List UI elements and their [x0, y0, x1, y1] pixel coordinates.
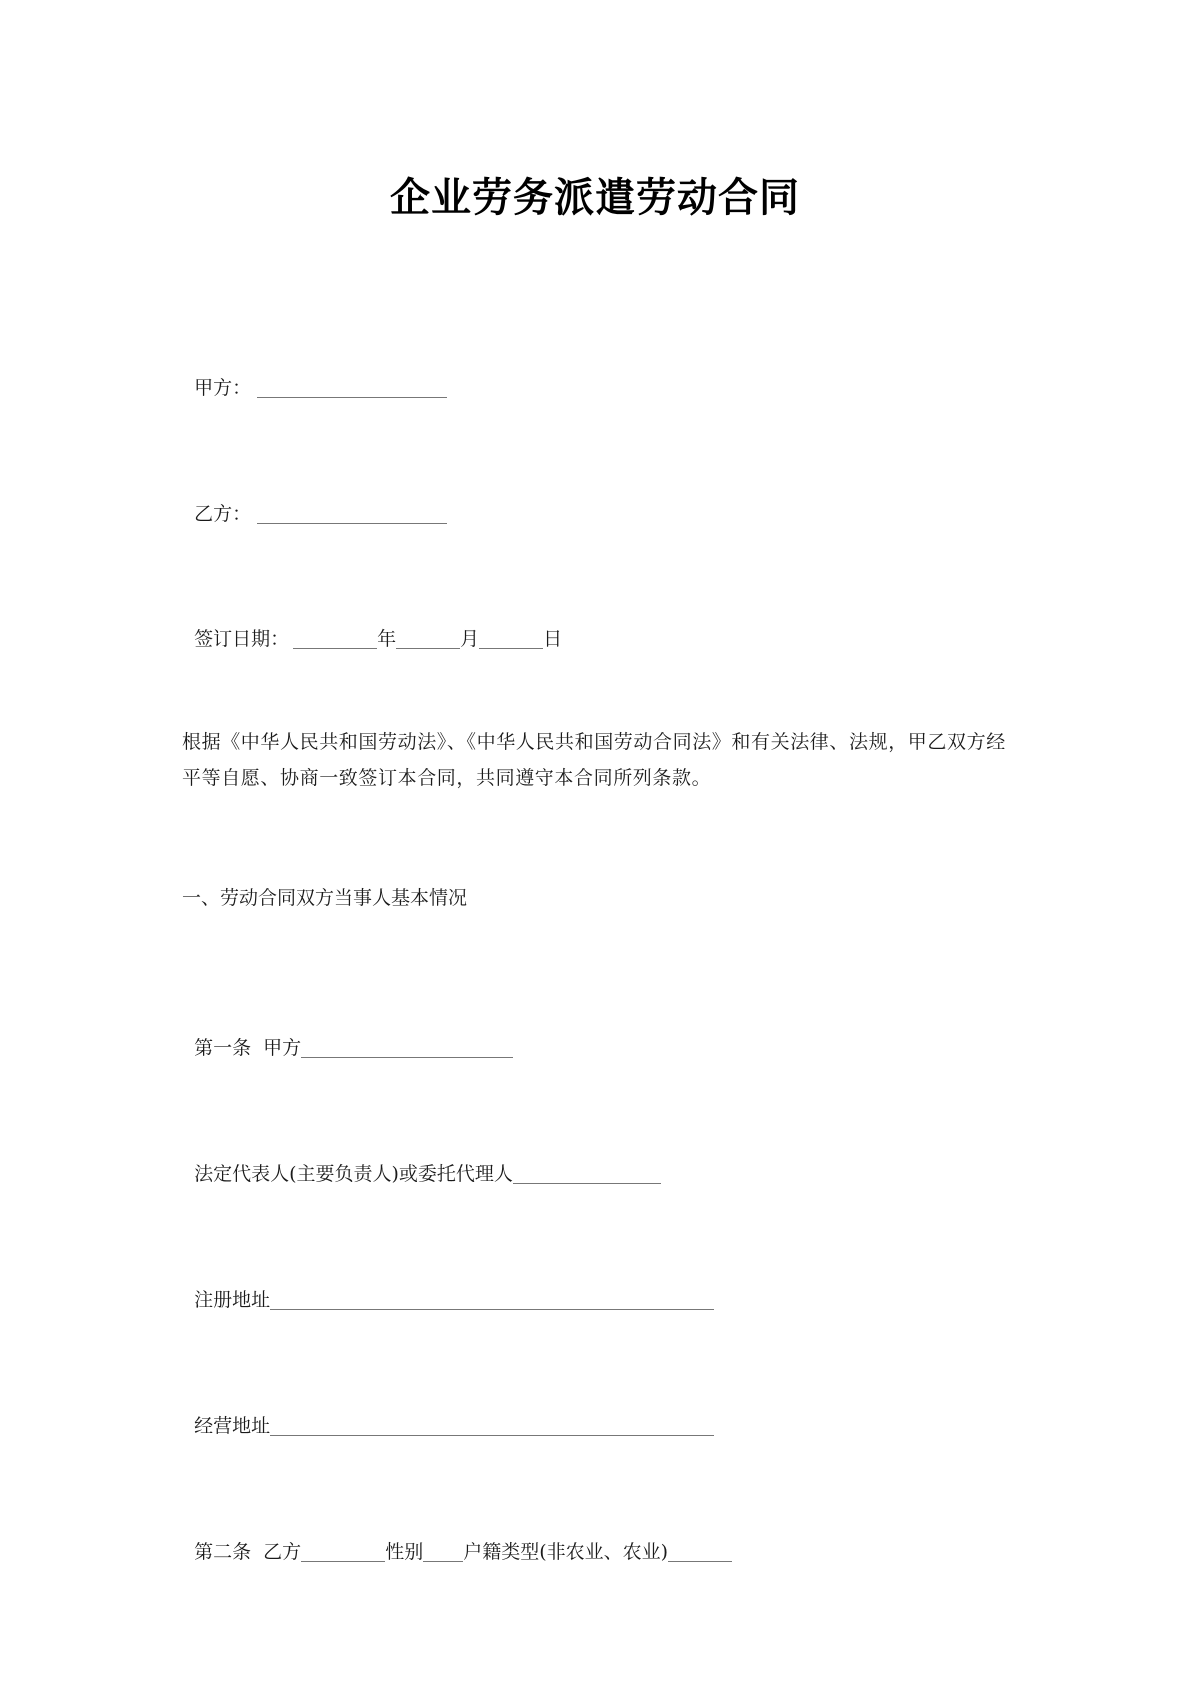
household-type-label: 户籍类型(非农业、农业) — [463, 1541, 669, 1563]
party-b-name-blank[interactable] — [301, 1541, 385, 1562]
month-label: 月 — [460, 628, 480, 650]
article-1-line — [182, 1012, 513, 1060]
article-2-label: 第二条 乙方 — [194, 1541, 302, 1563]
registered-address-line — [182, 1264, 714, 1312]
day-label: 日 — [543, 628, 563, 650]
year-label: 年 — [377, 628, 397, 650]
legal-rep-line — [182, 1138, 661, 1186]
sign-date-label: 签订日期： — [194, 628, 290, 650]
sign-month-blank[interactable] — [396, 628, 460, 649]
registered-address-blank[interactable] — [270, 1289, 714, 1310]
party-a-blank[interactable] — [257, 377, 447, 398]
gender-label: 性别 — [385, 1541, 424, 1563]
sign-year-blank[interactable] — [293, 628, 377, 649]
article-2-line — [182, 1516, 732, 1564]
legal-rep-label: 法定代表人(主要负责人)或委托代理人 — [194, 1163, 513, 1185]
party-b-line — [182, 478, 447, 526]
preamble-paragraph: 根据《中华人民共和国劳动法》、《中华人民共和国劳动合同法》和有关法律、法规，甲乙双方经平等自愿、协商一致签订本合同，共同遵守本合同所列条款。 — [182, 731, 1006, 789]
gender-blank[interactable] — [423, 1541, 463, 1562]
legal-rep-blank[interactable] — [513, 1163, 661, 1184]
sign-day-blank[interactable] — [479, 628, 543, 649]
sign-date-line — [182, 603, 562, 651]
party-a-name-blank[interactable] — [301, 1037, 513, 1058]
party-b-blank[interactable] — [257, 503, 447, 524]
business-address-label: 经营地址 — [194, 1415, 271, 1437]
business-address-line — [182, 1390, 714, 1438]
party-b-label: 乙方： — [194, 503, 252, 525]
business-address-blank[interactable] — [270, 1415, 714, 1436]
document-title: 企业劳务派遣劳动合同 — [390, 174, 800, 221]
registered-address-label: 注册地址 — [194, 1289, 271, 1311]
household-type-blank[interactable] — [668, 1541, 732, 1562]
article-1-label: 第一条 甲方 — [194, 1037, 302, 1059]
section-1-heading: 一、劳动合同双方当事人基本情况 — [182, 887, 468, 909]
party-a-label: 甲方： — [194, 377, 252, 399]
party-a-line — [182, 352, 447, 400]
